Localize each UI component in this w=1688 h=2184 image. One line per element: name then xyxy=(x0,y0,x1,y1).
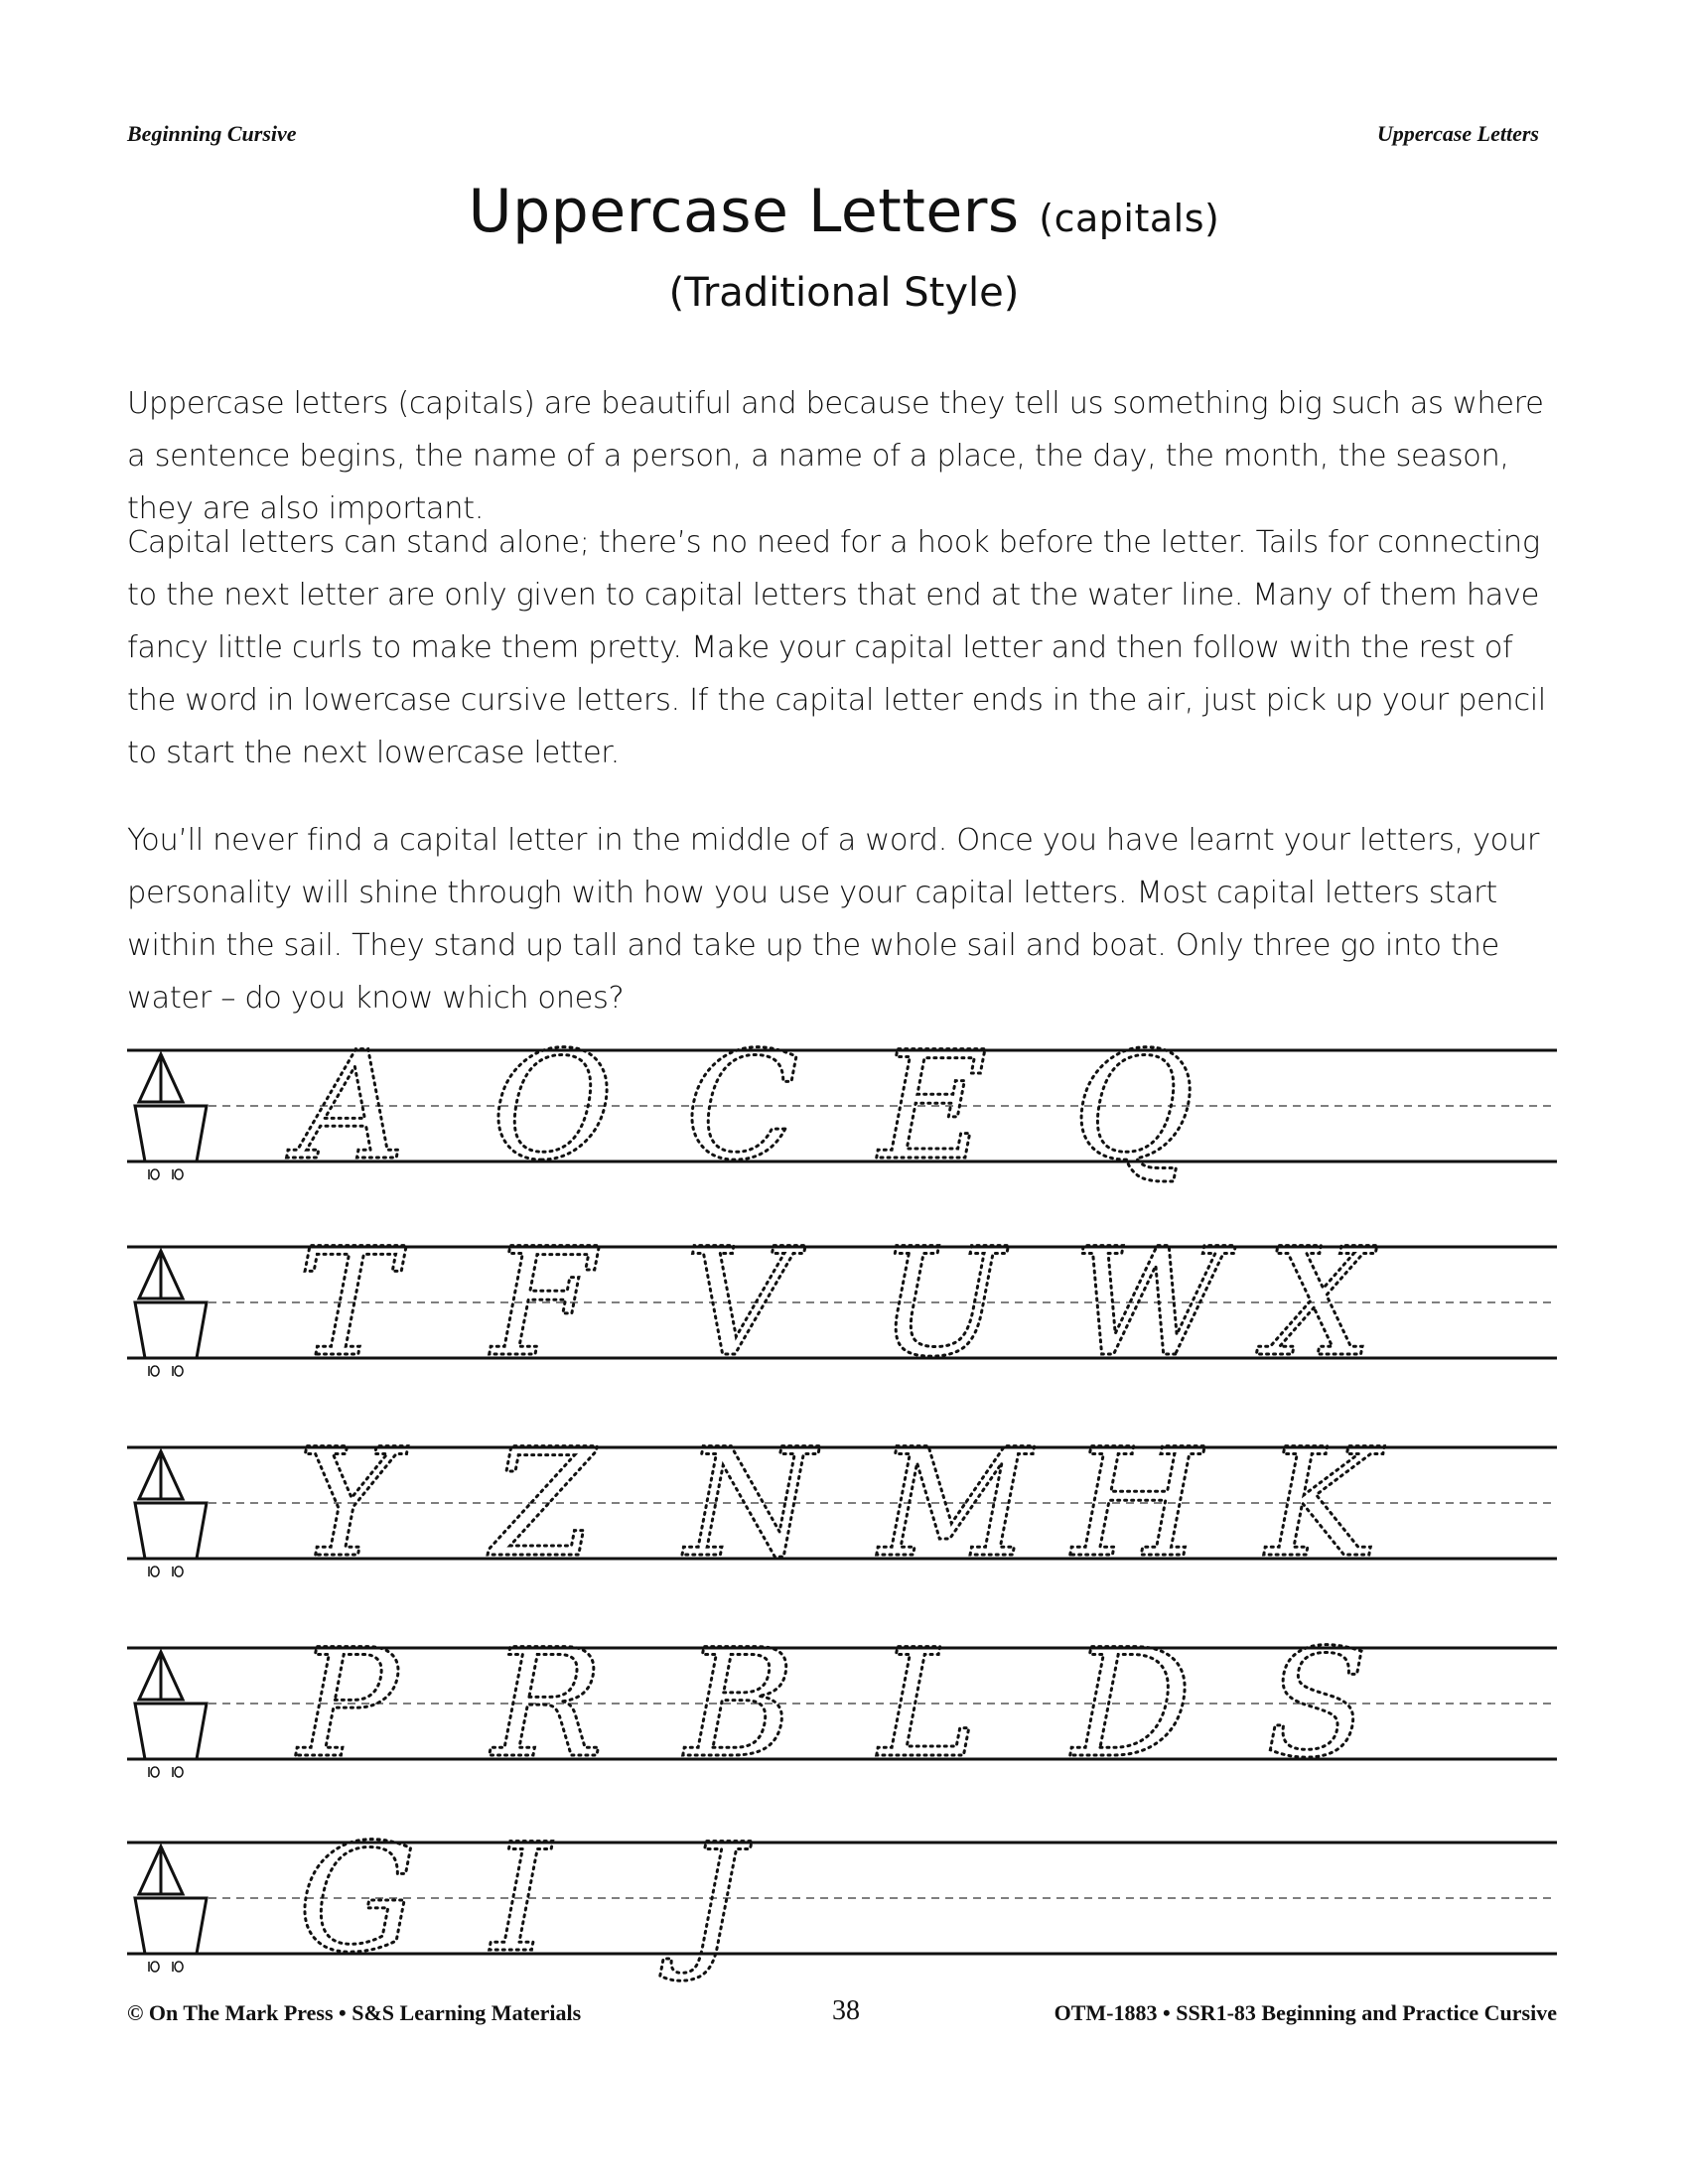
question-paragraph: You’ll never find a capital letter in the middle of a word. Once you have learnt your letters, your personality will shine through with how you use your capital letters. Most capital letters start within the sail. They stand up tall and take up the whole sail and boat. Only three go into the water – do you know which ones? xyxy=(127,823,1539,1016)
trace-letter: X xyxy=(1266,1217,1372,1390)
sail-icon xyxy=(139,1251,183,1298)
trace-letter: T xyxy=(298,1217,398,1390)
title-small: (capitals) xyxy=(1039,197,1220,240)
trace-letter: E xyxy=(879,1021,988,1193)
boat-hull-icon xyxy=(135,1898,207,1954)
trace-letter: F xyxy=(492,1217,596,1390)
trace-letter: A xyxy=(298,1021,406,1193)
trace-letter: Y xyxy=(298,1418,397,1590)
trace-letter: O xyxy=(492,1021,614,1193)
water-icon xyxy=(149,1366,183,1376)
footer-product-code: OTM-1883 • SSR1-83 Beginning and Practice Cursive xyxy=(1054,2000,1557,2025)
trace-letter: P xyxy=(298,1618,398,1791)
trace-letter: R xyxy=(492,1618,604,1791)
trace-letter: M xyxy=(879,1418,1032,1590)
sail-icon xyxy=(139,1652,183,1700)
trace-letter: I xyxy=(492,1813,551,1985)
trace-letter: D xyxy=(1072,1618,1193,1791)
trace-letter: B xyxy=(685,1618,795,1791)
page-subtitle: (Traditional Style) xyxy=(668,270,1020,316)
page-number: 38 xyxy=(832,1995,860,2026)
footer-copyright: © On The Mark Press • S&S Learning Materials xyxy=(127,2000,582,2025)
boat-hull-icon xyxy=(135,1704,207,1759)
sail-icon xyxy=(139,1846,183,1894)
trace-letter: L xyxy=(879,1618,978,1791)
trace-letter: U xyxy=(879,1217,1005,1390)
boat-hull-icon xyxy=(135,1106,207,1161)
water-icon xyxy=(149,1962,183,1972)
trace-letter: K xyxy=(1266,1418,1378,1590)
trace-letter: H xyxy=(1072,1418,1202,1590)
trace-letter: N xyxy=(685,1418,816,1590)
boat-hull-icon xyxy=(135,1302,207,1358)
trace-letter: C xyxy=(685,1021,799,1193)
running-header-left: Beginning Cursive xyxy=(127,121,297,146)
trace-letter: Q xyxy=(1072,1021,1195,1193)
title-main: Uppercase Letters xyxy=(468,177,1020,246)
trace-letter: J xyxy=(685,1813,746,1985)
trace-letter: S xyxy=(1266,1618,1368,1791)
trace-letter: G xyxy=(298,1813,417,1985)
boat-hull-icon xyxy=(135,1503,207,1559)
running-header-right: Uppercase Letters xyxy=(1376,121,1539,146)
sail-icon xyxy=(139,1451,183,1499)
sail-icon xyxy=(139,1054,183,1102)
water-icon xyxy=(149,1567,183,1576)
trace-letter: V xyxy=(685,1217,793,1390)
trace-letter: W xyxy=(1072,1217,1226,1390)
instructions-paragraph: Capital letters can stand alone; there’s no need for a hook before the letter. Tails for connecting to the next letter are only given to capital letters that end at the water line. Many of them have fancy little curls to make them pretty. Make your capital letter and then follow with the rest of the word in lowercase cursive letters. If the capital letter ends in the air, just pick up your pencil to start the next lowercase letter. xyxy=(127,525,1546,770)
water-icon xyxy=(149,1169,183,1179)
intro-paragraph: Uppercase letters (capitals) are beautiful and because they tell us something big such as where a sentence begins, the name of a person, a name of a place, the day, the month, the season, they are also important. xyxy=(127,386,1544,526)
trace-letter: Z xyxy=(492,1418,596,1590)
water-icon xyxy=(149,1767,183,1777)
